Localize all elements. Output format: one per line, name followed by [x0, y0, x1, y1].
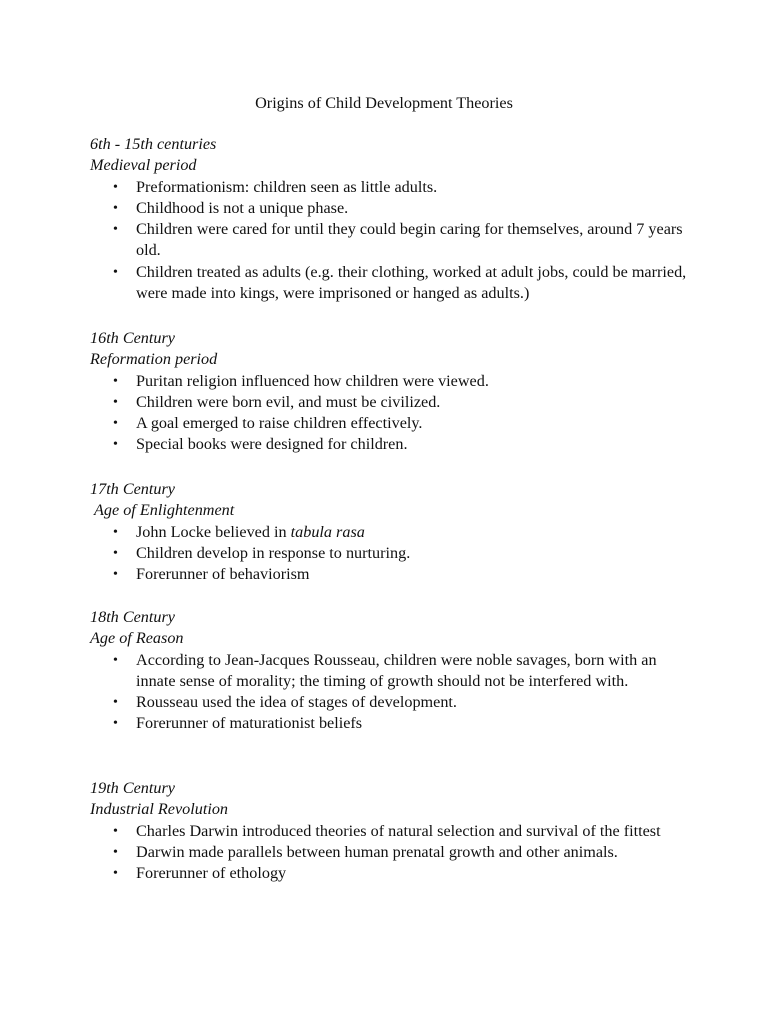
period-section-medieval [90, 134, 690, 304]
bullet-list [90, 522, 690, 586]
list-item [90, 198, 690, 219]
period-name: Medieval period [90, 156, 197, 175]
period-range: 16th Century [90, 329, 175, 347]
list-item-italic-text: tabula rasa [290, 522, 365, 541]
period-name: Industrial Revolution [90, 800, 229, 819]
list-item [90, 543, 690, 564]
list-item [90, 650, 690, 693]
bullet-icon: • [113, 652, 118, 668]
bullet-icon: • [113, 567, 118, 583]
list-item-text: Charles Darwin introduced theories of natural selection and survival of the fittest [136, 821, 661, 840]
period-section-enlightenment [90, 479, 690, 585]
list-item-text: Forerunner of maturationist beliefs [136, 714, 363, 733]
bullet-list [90, 371, 690, 456]
list-item [90, 434, 690, 455]
list-item-text: Children treated as adults (e.g. their clothing, worked at adult jobs, could be married, were made into kings, were imprisoned or hanged as adults.) [136, 262, 687, 303]
bullet-icon: • [113, 716, 118, 732]
bullet-list [90, 821, 690, 885]
list-item-text: Forerunner of behaviorism [136, 565, 310, 584]
list-item [90, 413, 690, 434]
bullet-icon: • [113, 866, 118, 882]
bullet-icon: • [113, 823, 118, 839]
list-item [90, 564, 690, 585]
period-range: 19th Century [90, 779, 175, 797]
list-item-text: Children develop in response to nurturing. [136, 543, 411, 562]
list-item [90, 713, 690, 734]
period-name: Age of Reason [90, 629, 184, 648]
bullet-icon: • [113, 373, 118, 389]
list-item [90, 842, 690, 863]
bullet-icon: • [113, 524, 118, 540]
bullet-list [90, 177, 690, 305]
list-item-text: A goal emerged to raise children effectively. [136, 414, 423, 433]
bullet-icon: • [113, 545, 118, 561]
list-item-text: Children were cared for until they could begin caring for themselves, around 7 years old. [136, 220, 683, 260]
bullet-icon: • [113, 264, 118, 280]
list-item [90, 177, 690, 198]
bullet-icon: • [113, 200, 118, 216]
list-item-text: Forerunner of ethology [136, 864, 287, 883]
bullet-icon: • [113, 437, 118, 453]
bullet-icon: • [113, 695, 118, 711]
list-item-text: Puritan religion influenced how children were viewed. [136, 371, 489, 390]
list-item-text: Preformationism: children seen as little adults. [136, 177, 438, 196]
page-title: Origins of Child Development Theories [255, 94, 513, 112]
list-item [90, 392, 690, 413]
bullet-icon: • [113, 179, 118, 195]
bullet-icon: • [113, 844, 118, 860]
list-item [90, 522, 690, 543]
period-section-reason [90, 607, 690, 735]
list-item [90, 821, 690, 842]
period-name: Age of Enlightenment [94, 501, 235, 520]
bullet-icon: • [113, 394, 118, 410]
period-name: Reformation period [90, 350, 218, 369]
list-item [90, 863, 690, 884]
list-item [90, 371, 690, 392]
list-item-text: Children were born evil, and must be civilized. [136, 392, 441, 411]
period-section-reformation [90, 328, 690, 456]
list-item-text: Childhood is not a unique phase. [136, 198, 349, 217]
list-item-text: John Locke believed in [136, 522, 291, 541]
period-range: 18th Century [90, 608, 175, 626]
period-section-industrial [90, 778, 690, 884]
list-item [90, 692, 690, 713]
list-item [90, 262, 690, 305]
period-range: 6th - 15th centuries [90, 135, 217, 153]
list-item-text: Rousseau used the idea of stages of development. [136, 693, 457, 712]
list-item-text: According to Jean-Jacques Rousseau, children were noble savages, born with an innate sense of morality; the timing of growth should not be interfered with. [136, 650, 657, 690]
list-item-text: Darwin made parallels between human prenatal growth and other animals. [136, 842, 618, 861]
list-item [90, 219, 690, 262]
list-item-text: Special books were designed for children. [136, 435, 408, 454]
bullet-icon: • [113, 222, 118, 238]
bullet-list [90, 650, 690, 735]
period-range: 17th Century [90, 480, 175, 498]
bullet-icon: • [113, 416, 118, 432]
